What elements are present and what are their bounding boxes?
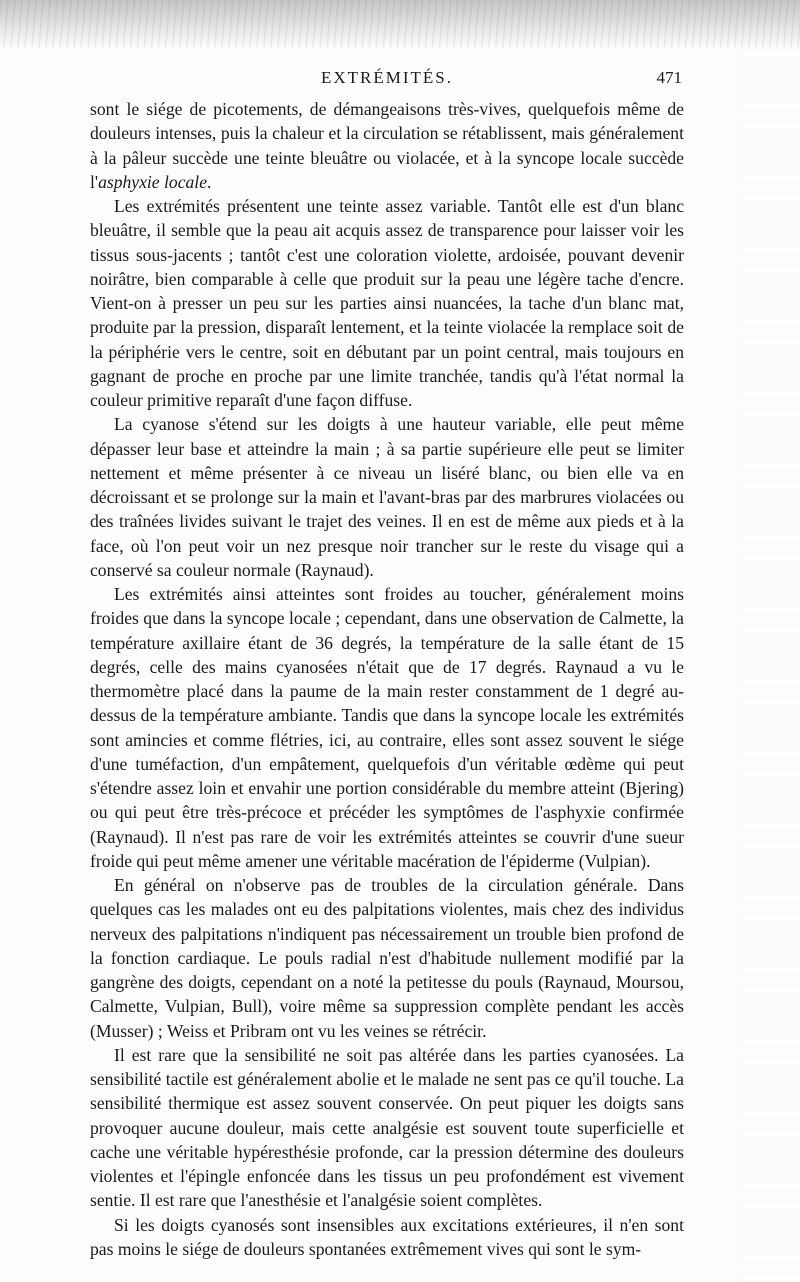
paragraph-1-end: . bbox=[207, 171, 212, 192]
page-number: 471 bbox=[656, 68, 682, 87]
paragraph-1 bbox=[90, 97, 684, 194]
paragraph-4: Les extrémités ainsi atteintes sont froides au toucher, généralement moins froides que dans la syncope locale ; cependant, dans une observation de Calmette, la température axillaire étant de 36 degrés, la température de la salle étant de 15 degrés, celle des mains cyanosées n'était que de 17 degrés. Raynaud a vu le thermomètre placé dans la paume de la main rester constamment de 1 degré au-dessus de la température ambiante. Tandis que dans la syncope locale les extrémités sont amincies et comme flétries, ici, au contraire, elles sont assez souvent le siége d'une tuméfaction, d'un empâtement, quelquefois d'un véritable œdème qui peut s'étendre assez loin et envahir une portion considérable du membre atteint (Bjering) ou qui peut être très-précoce et précéder les symptômes de l'asphyxie confirmée (Raynaud). Il n'est pas rare de voir les extrémités atteintes se couvrir d'une sueur froide qui peut même amener une véritable macération de l'épiderme (Vulpian). bbox=[90, 584, 684, 871]
scan-margin-noise bbox=[740, 40, 800, 1282]
page-header bbox=[92, 68, 682, 92]
body-text bbox=[90, 97, 684, 1261]
paragraph-1-text: sont le siége de picotements, de démangeaisons très-vives, quelquefois même de douleurs intenses, puis la chaleur et la circulation se rétablissent, mais généralement à la pâleur succède une teinte bleuâtre ou violacée, et à la syncope locale succède l' bbox=[90, 99, 684, 192]
scan-edge-shading bbox=[0, 0, 800, 48]
paragraph-2: Les extrémités présentent une teinte assez variable. Tantôt elle est d'un blanc bleuâtre, il semble que la peau ait acquis assez de transparence pour laisser voir les tissus sous-jacents ; tantôt c'est une coloration violette, ardoisée, pouvant devenir noirâtre, bien comparable à celle que produit sur la peau une légère tache d'encre. Vient-on à presser un peu sur les parties ainsi nuancées, la tache d'un blanc mat, produite par la pression, disparaît lentement, et la teinte violacée la remplace soit de la périphérie vers le centre, soit en débutant par un point central, mais toujours en gagnant de proche en proche par une limite tranchée, tandis qu'à l'état normal la couleur primitive reparaît d'une façon diffuse. bbox=[90, 196, 684, 410]
paragraph-7: Si les doigts cyanosés sont insensibles aux excitations extérieures, il n'en sont pas moins le siége de douleurs spontanées extrêmement vives qui sont le sym- bbox=[90, 1214, 684, 1259]
paragraph-3: La cyanose s'étend sur les doigts à une hauteur variable, elle peut même dépasser leur base et atteindre la main ; à sa partie supérieure elle peut se limiter nettement et même présenter à ce niveau un liséré blanc, ou bien elle va en décroissant et se prolonge sur la main et l'avant-bras par des marbrures violacées ou des traînées livides suivant le trajet des veines. Il en est de même aux pieds et à la face, où l'on peut voir un nez presque noir trancher sur le reste du visage qui a conservé sa couleur normale (Raynaud). bbox=[90, 414, 684, 580]
running-title: EXTRÉMITÉS. bbox=[320, 68, 454, 87]
paragraph-5: En général on n'observe pas de troubles de la circulation générale. Dans quelques cas les malades ont eu des palpitations violentes, mais chez des individus nerveux des palpitations n'indiquent pas nécessairement un trouble bien profond de la fonction cardiaque. Le pouls radial n'est d'habitude nullement modifié par la gangrène des doigts, cependant on a noté la petitesse du pouls (Raynaud, Moursou, Calmette, Vulpian, Bull), voire même sa suppression complète pendant les accès (Musser) ; Weiss et Pribram ont vu les veines se rétrécir. bbox=[90, 875, 684, 1041]
paragraph-1-emphasis: asphyxie locale bbox=[98, 171, 208, 192]
paragraph-6: Il est rare que la sensibilité ne soit pas altérée dans les parties cyanosées. La sensibilité tactile est généralement abolie et le malade ne sent pas ce qu'il touche. La sensibilité thermique est assez souvent conservée. On peut piquer les doigts sans provoquer aucune douleur, mais cette analgésie est souvent toute superficielle et cache une véritable hypéresthésie profonde, car la pression détermine des douleurs violentes et l'épingle enfoncée dans les tissus un peu profondément est vivement sentie. Il est rare que l'anesthésie et l'analgésie soient complètes. bbox=[90, 1044, 684, 1211]
